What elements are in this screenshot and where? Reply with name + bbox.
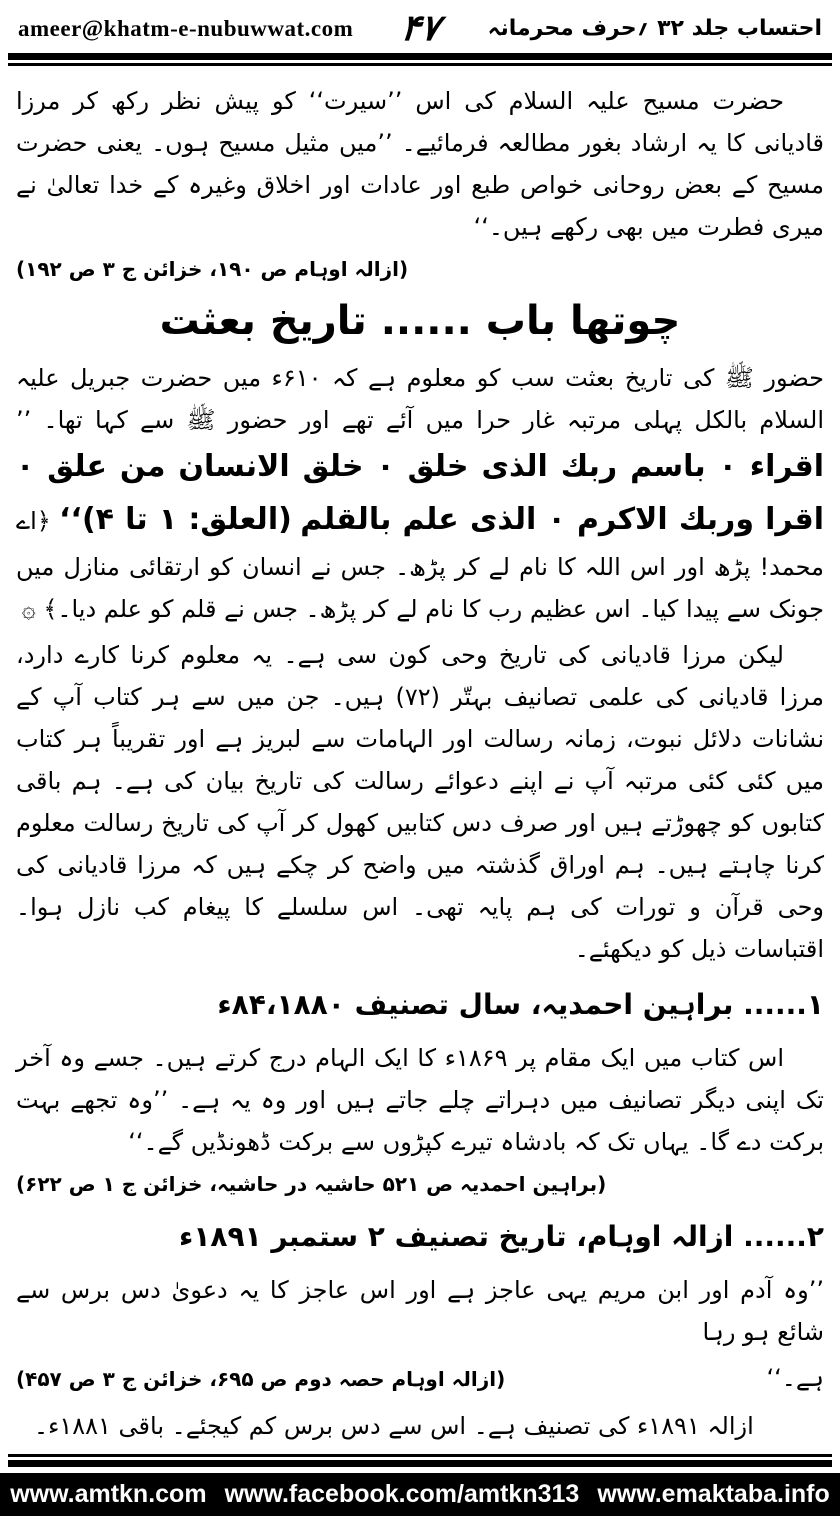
page-header — [0, 0, 840, 51]
arabic-verse: اقراء ۰ باسم ربك الذی خلق ۰ خلق الانسان من علق ۰ اقرا وربك الاكرم ۰ الذی علم بالقلم — [16, 449, 825, 537]
paragraph-5-tail: ہے۔‘‘ — [766, 1364, 824, 1392]
paragraph-2-intro: حضور ﷺ کی تاریخ بعثت سب کو معلوم ہے کہ ۶۱۰ء میں حضرت جبریل علیہ السلام بالکل پہلی مرتبہ غار حرا میں آئے تھے اور حضور ﷺ سے کہا تھا۔ ’’ — [16, 364, 824, 434]
footer-divider-thin — [8, 1454, 832, 1457]
page-body — [0, 66, 840, 1447]
book-title: احتساب جلد ۳۲ ؍حرف محرمانہ — [487, 16, 822, 41]
footer-link-emaktaba[interactable]: www.emaktaba.info — [597, 1480, 830, 1508]
section-1-heading: ۱...... براہین احمدیہ، سال تصنیف ۸۴،۱۸۸۰ء — [217, 988, 824, 1021]
reference-3: (ازالہ اوہام حصہ دوم ص ۶۹۵، خزائن ج ۳ ص ۴۵۷) — [16, 1367, 506, 1391]
chapter-heading: چوتھا باب ...... تاریخ بعثت — [159, 298, 681, 344]
paragraph-2 — [16, 357, 824, 630]
paragraph-3: لیکن مرزا قادیانی کی تاریخ وحی کون سی ہے۔ یہ معلوم کرنا کارے دارد، مرزا قادیانی کی علمی تصانیف بہتّر (۷۲) ہیں۔ جن میں سے ہر کتاب آپ کے نشانات دلائل نبوت، زمانہ رسالت اور الہامات سے لبریز ہے اور تقریباً ہر کتاب میں کئی کئی مرتبہ آپ نے اپنے دعوائے رسالت کی تاریخ بیان کی ہے۔ ہم باقی کتابوں کو چھوڑتے ہیں اور صرف دس کتابیں کھول کر آپ کی تاریخ رسالت معلوم کرنا چاہتے ہیں۔ ہم اوراق گذشتہ میں واضح کر چکے ہیں کہ مرزا قادیانی کی وحی قرآن و تورات کی ہم پایہ تھی۔ اس سلسلے کا پیغام کب نازل ہوا۔ اقتباسات ذیل کو دیکھئے۔ — [16, 641, 825, 963]
footer-link-facebook[interactable]: www.facebook.com/amtkn313 — [224, 1480, 580, 1508]
reference-1: (ازالہ اوہام ص ۱۹۰، خزائن ج ۳ ص ۱۹۲) — [16, 257, 409, 281]
verse-citation: (العلق: ۱ تا ۴)‘‘ — [59, 501, 292, 537]
closing-line: ازالہ ۱۸۹۱ء کی تصنیف ہے۔ اس سے دس برس کم کیجئے۔ باقی ۱۸۸۱ء۔ — [34, 1412, 754, 1440]
end-ornament-icon: ۞ — [21, 595, 36, 623]
paragraph-5-end-line — [16, 1357, 824, 1399]
top-divider-thick — [8, 53, 832, 60]
footer-divider-thick — [8, 1460, 832, 1467]
page-number: ۴۷ — [398, 8, 442, 49]
section-2-heading: ۲...... ازالہ اوہام، تاریخ تصنیف ۲ ستمبر ۱۸۹۱ء — [179, 1220, 824, 1253]
reference-2: (براہین احمدیہ ص ۵۲۱ حاشیہ در حاشیہ، خزائن ج ۱ ص ۶۲۲) — [16, 1172, 607, 1196]
paragraph-1: حضرت مسیح علیہ السلام کی اس ’’سیرت‘‘ کو پیش نظر رکھ کر مرزا قادیانی کا یہ ارشاد بغور مطالعہ فرمائیے۔ ’’میں مثیل مسیح ہوں۔ یعنی حضرت مسیح کے بعض روحانی خواص طبع اور عادات اور اخلاق وغیرہ کے خدا تعالیٰ نے میری فطرت میں بھی رکھے ہیں۔‘‘ — [16, 87, 824, 241]
paragraph-5: ’’وہ آدم اور ابن مریم یہی عاجز ہے اور اس عاجز کا یہ دعویٰ دس برس سے شائع ہو رہا — [16, 1276, 824, 1346]
page-footer — [0, 1454, 840, 1540]
footer-links-bar — [0, 1473, 840, 1516]
verse-translation: ﴿اے محمد! پڑھ اور اس اللہ کا نام لے کر پڑھ۔ جس نے انسان کو ارتقائی منازل میں جونک سے پیدا کیا۔ اس عظیم رب کا نام لے کر پڑھ۔ جس نے قلم کو علم دیا۔﴾ — [16, 506, 824, 623]
paragraph-4: اس کتاب میں ایک مقام پر ۱۸۶۹ء کا ایک الہام درج کرتے ہیں۔ جسے وہ آخر تک اپنی دیگر تصانیف میں دہراتے چلے جاتے ہیں اور وہ یہ ہے۔ ’’وہ تجھے بہت برکت دے گا۔ یہاں تک کہ بادشاہ تیرے کپڑوں سے برکت ڈھونڈیں گے۔‘‘ — [16, 1044, 824, 1156]
footer-link-website[interactable]: www.amtkn.com — [10, 1480, 207, 1508]
email-text: ameer@khatm-e-nubuwwat.com — [18, 15, 354, 41]
